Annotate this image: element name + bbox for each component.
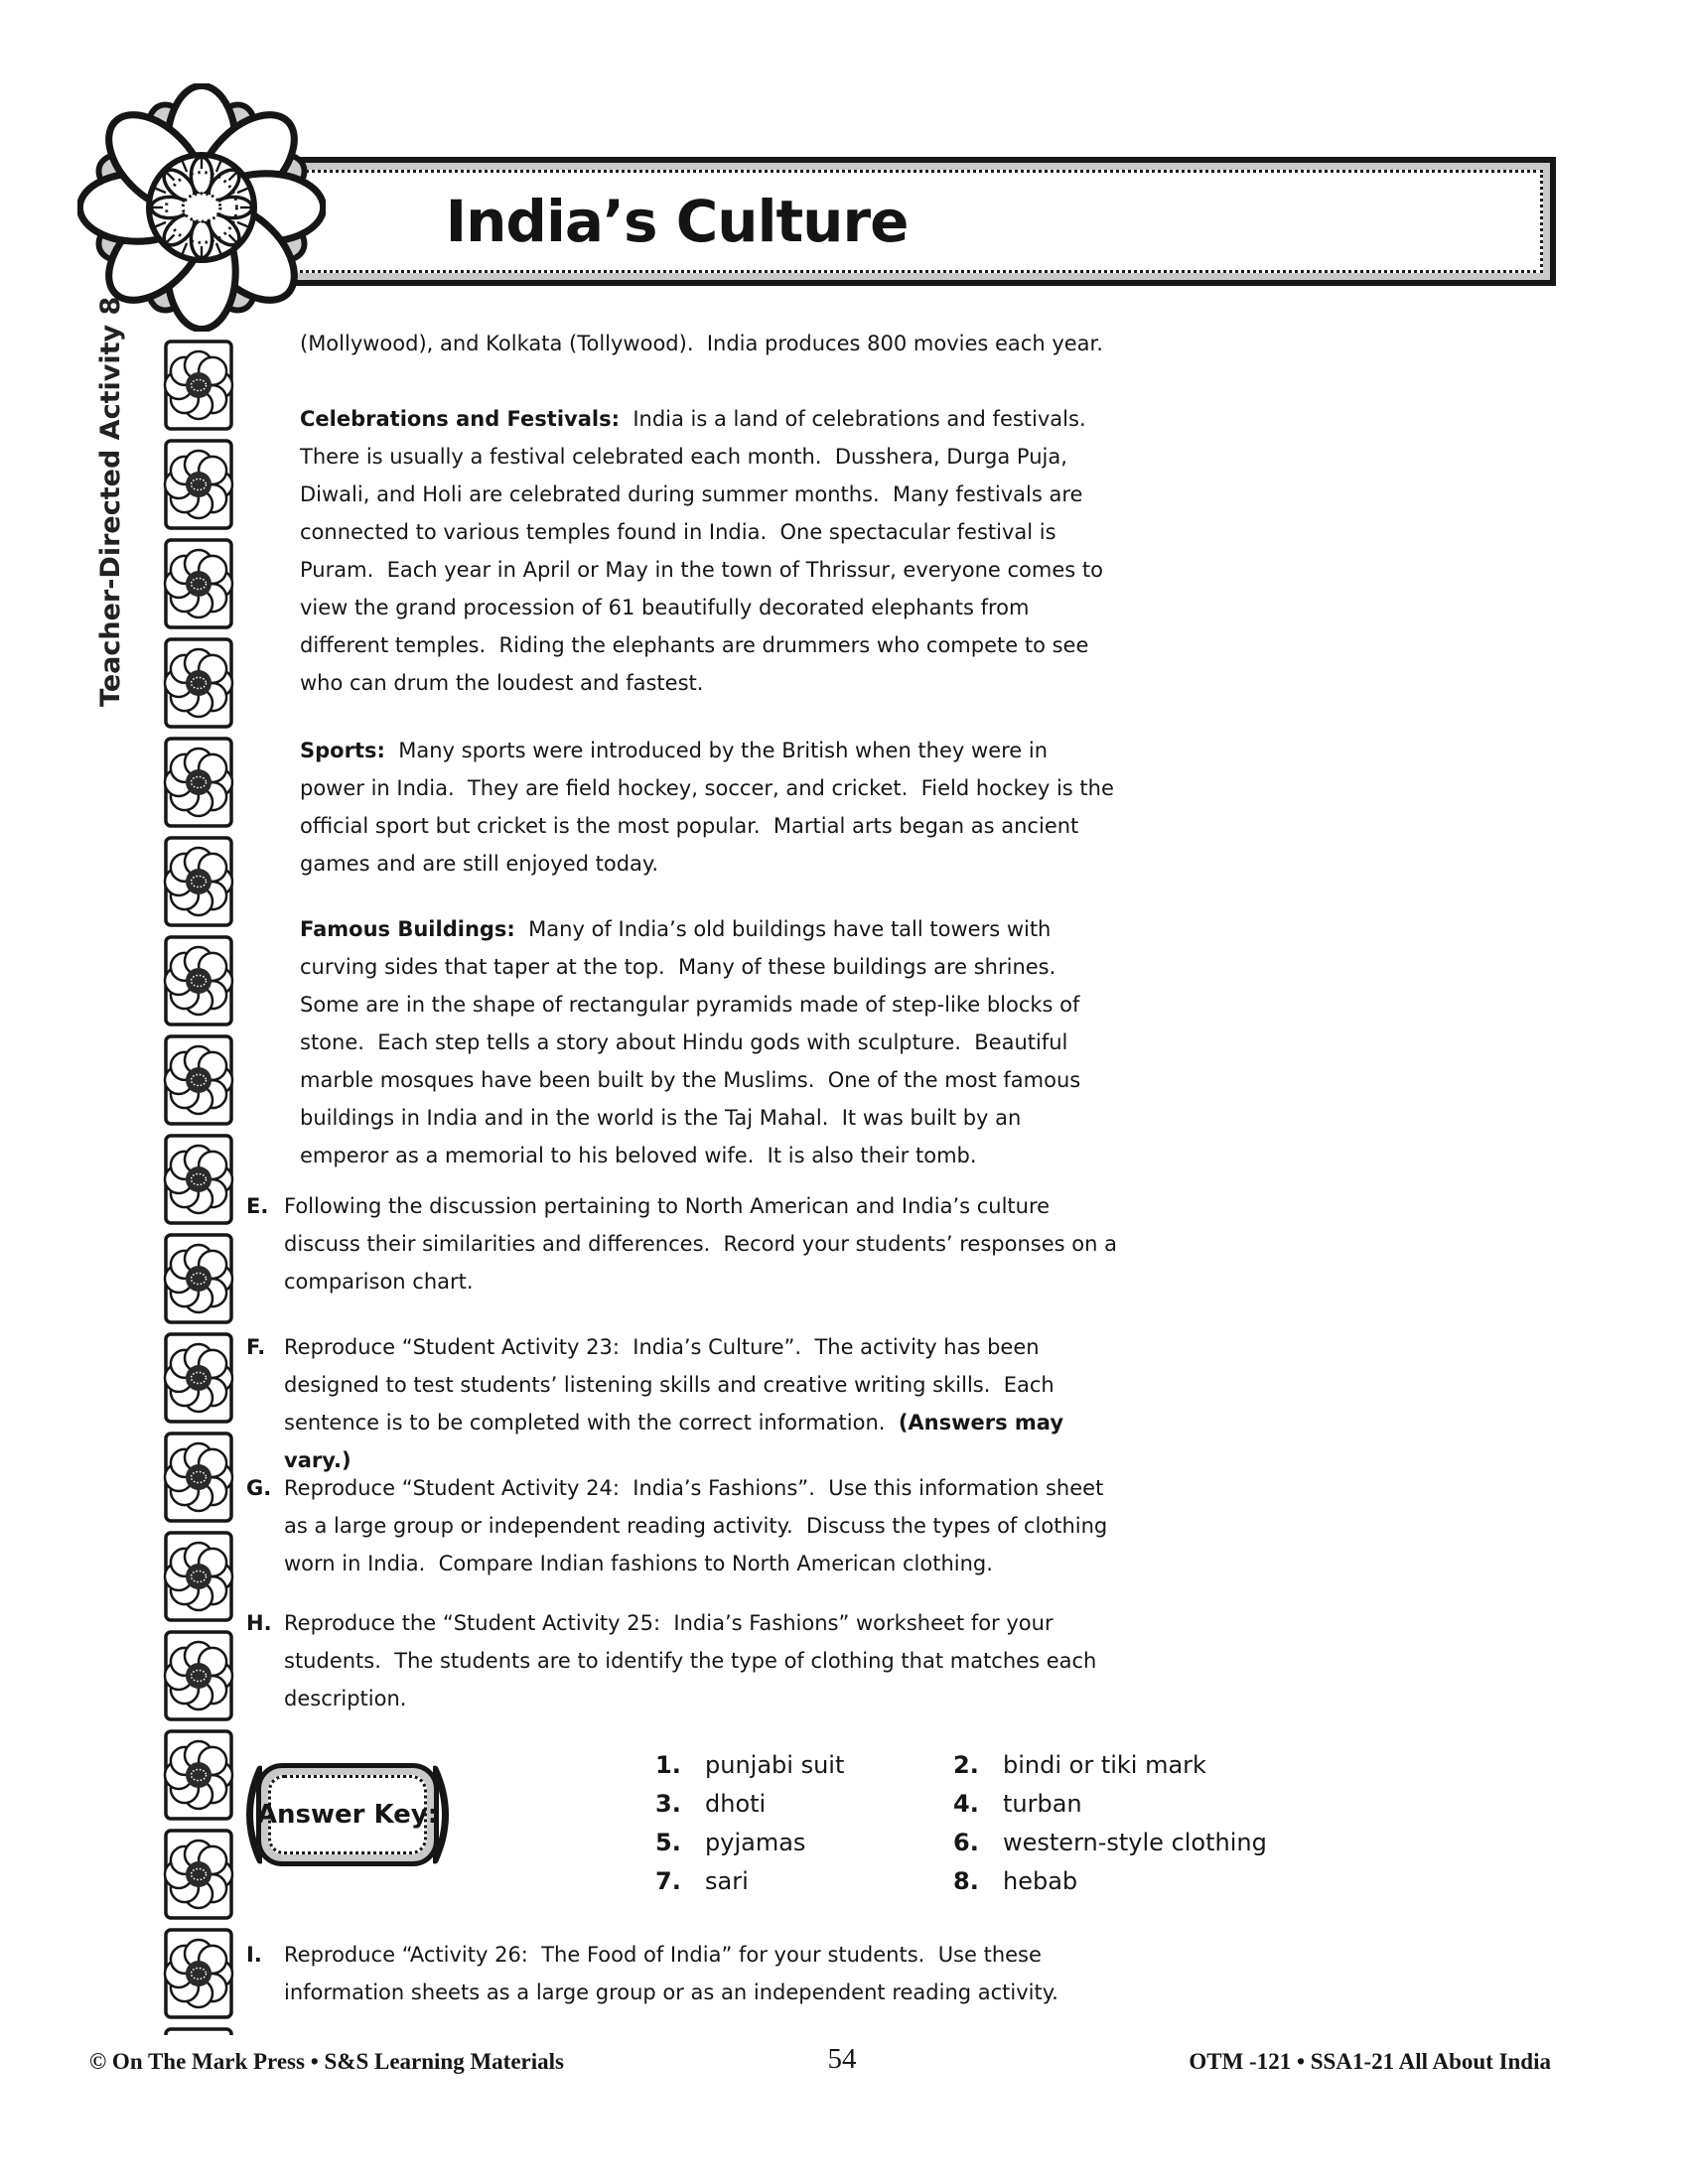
item-text-main: Reproduce “Student Activity 23: India’s Culture”. The activity has been designed to test students’ listening skills and creative writing skills. Each sentence is to be completed with the correct information. [284,1335,1061,1434]
activity-item-e [246,1187,1124,1300]
answer-key-item [953,1829,1291,1856]
paragraph-celebrations [300,400,1116,702]
activity-item-g [246,1469,1118,1582]
answer-number: 3. [655,1790,681,1818]
answer-number: 2. [953,1751,979,1779]
answer-key-box-frame [256,1763,439,1866]
flower-stamp-column [159,336,238,2035]
title-banner-inner [257,170,1543,273]
answer-key-item [953,1867,1291,1895]
answer-number: 6. [953,1829,979,1856]
answer-text: western-style clothing [1003,1829,1267,1856]
answer-number: 1. [655,1751,681,1779]
answer-key-item [953,1751,1291,1779]
answer-text: turban [1003,1790,1082,1818]
answer-text: dhoti [705,1790,767,1818]
item-text-main: Following the discussion pertaining to North American and India’s culture discuss their similarities and differences. Record your students’ responses on a comparison chart. [284,1194,1124,1294]
paragraph-text: Many sports were introduced by the British when they were in power in India. They are field hockey, soccer, and cricket. Field hockey is the official sport but cricket is the most popular. Martial arts began as ancient games and are still enjoyed today. [300,739,1121,876]
right-brace-icon [433,1763,459,1866]
item-letter: G. [246,1476,272,1500]
activity-item-f [246,1328,1118,1479]
lotus-medallion-icon [77,83,326,332]
answer-key-item [655,1751,953,1779]
answer-key-item [655,1790,953,1818]
answer-key-item [655,1829,953,1856]
answer-key-item [953,1790,1291,1818]
answer-text: sari [705,1867,749,1895]
item-text-main: Reproduce “Student Activity 24: India’s Fashions”. Use this information sheet as a large group or independent reading activity. Discuss the types of clothing worn in India. Compare Indian fashions to North American clothing. [284,1476,1114,1575]
paragraph-lead: Sports: [300,739,385,762]
item-text-main: Reproduce “Activity 26: The Food of India” for your students. Use these information sheets as a large group or as an independent reading activity. [284,1943,1058,2004]
item-letter: E. [246,1194,269,1218]
item-text [284,1187,1124,1300]
answer-text: hebab [1003,1867,1078,1895]
answer-number: 5. [655,1829,681,1856]
paragraph-lead: Famous Buildings: [300,917,515,941]
item-letter: F. [246,1335,266,1359]
paragraph-intro [300,325,1116,362]
paragraph-sports [300,732,1121,883]
item-text [284,1328,1118,1479]
answer-number: 4. [953,1790,979,1818]
answer-key-label: Answer Key: [256,1800,439,1830]
paragraph-text: India is a land of celebrations and festivals. There is usually a festival celebrated each month. Dusshera, Durga Puja, Diwali, and Holi are celebrated during summer months. Many festivals are connected to various temples found in India. One spectacular festival is Puram. Each year in April or May in the town of Thrissur, everyone comes to view the grand procession of 61 beautifully decorated elephants from different temples. Riding the elephants are drummers who compete to see who can drum the loudest and fastest. [300,407,1110,695]
item-text-bold: (Answers may vary.) [284,1411,1071,1472]
answer-key-box-inner [256,1775,439,1854]
page-title: India’s Culture [445,188,909,255]
paragraph-famous-buildings [300,910,1116,1174]
answer-text: pyjamas [705,1829,806,1856]
paragraph-text: (Mollywood), and Kolkata (Tollywood). India produces 800 movies each year. [300,332,1103,355]
answer-key-item [655,1867,953,1895]
item-text [284,1604,1118,1717]
item-letter: H. [246,1611,272,1635]
paragraph-text: Many of India’s old buildings have tall towers with curving sides that taper at the top. Many of these buildings are shrines. Some are in the shape of rectangular pyramids made of step-like blocks of stone. Each step tells a story about Hindu gods with sculpture. Beautiful marble mosques have been built by the Muslims. One of the most famous buildings in India and in the world is the Taj Mahal. It was built by an emperor as a memorial to his beloved wife. It is also their tomb. [300,917,1087,1167]
answer-key-box [244,1763,451,1866]
answer-text: punjabi suit [705,1751,845,1779]
activity-item-h [246,1604,1118,1717]
item-letter: I. [246,1943,262,1967]
item-text [284,1469,1118,1582]
title-banner [244,157,1556,286]
footer-product-code: OTM -121 • SSA1-21 All About India [1189,2049,1551,2074]
page-number: 54 [827,2043,857,2075]
activity-item-i [246,1936,1118,2011]
answer-text: bindi or tiki mark [1003,1751,1206,1779]
answer-number: 7. [655,1867,681,1895]
sidebar-activity-label: Teacher-Directed Activity 8 [95,296,126,707]
answer-number: 8. [953,1867,979,1895]
paragraph-lead: Celebrations and Festivals: [300,407,620,431]
answer-key-list [655,1751,1291,1895]
item-text-main: Reproduce the “Student Activity 25: India’s Fashions” worksheet for your students. The students are to identify the type of clothing that matches each description. [284,1611,1104,1710]
footer-publisher: © On The Mark Press • S&S Learning Materials [89,2049,564,2074]
item-text [284,1936,1118,2011]
